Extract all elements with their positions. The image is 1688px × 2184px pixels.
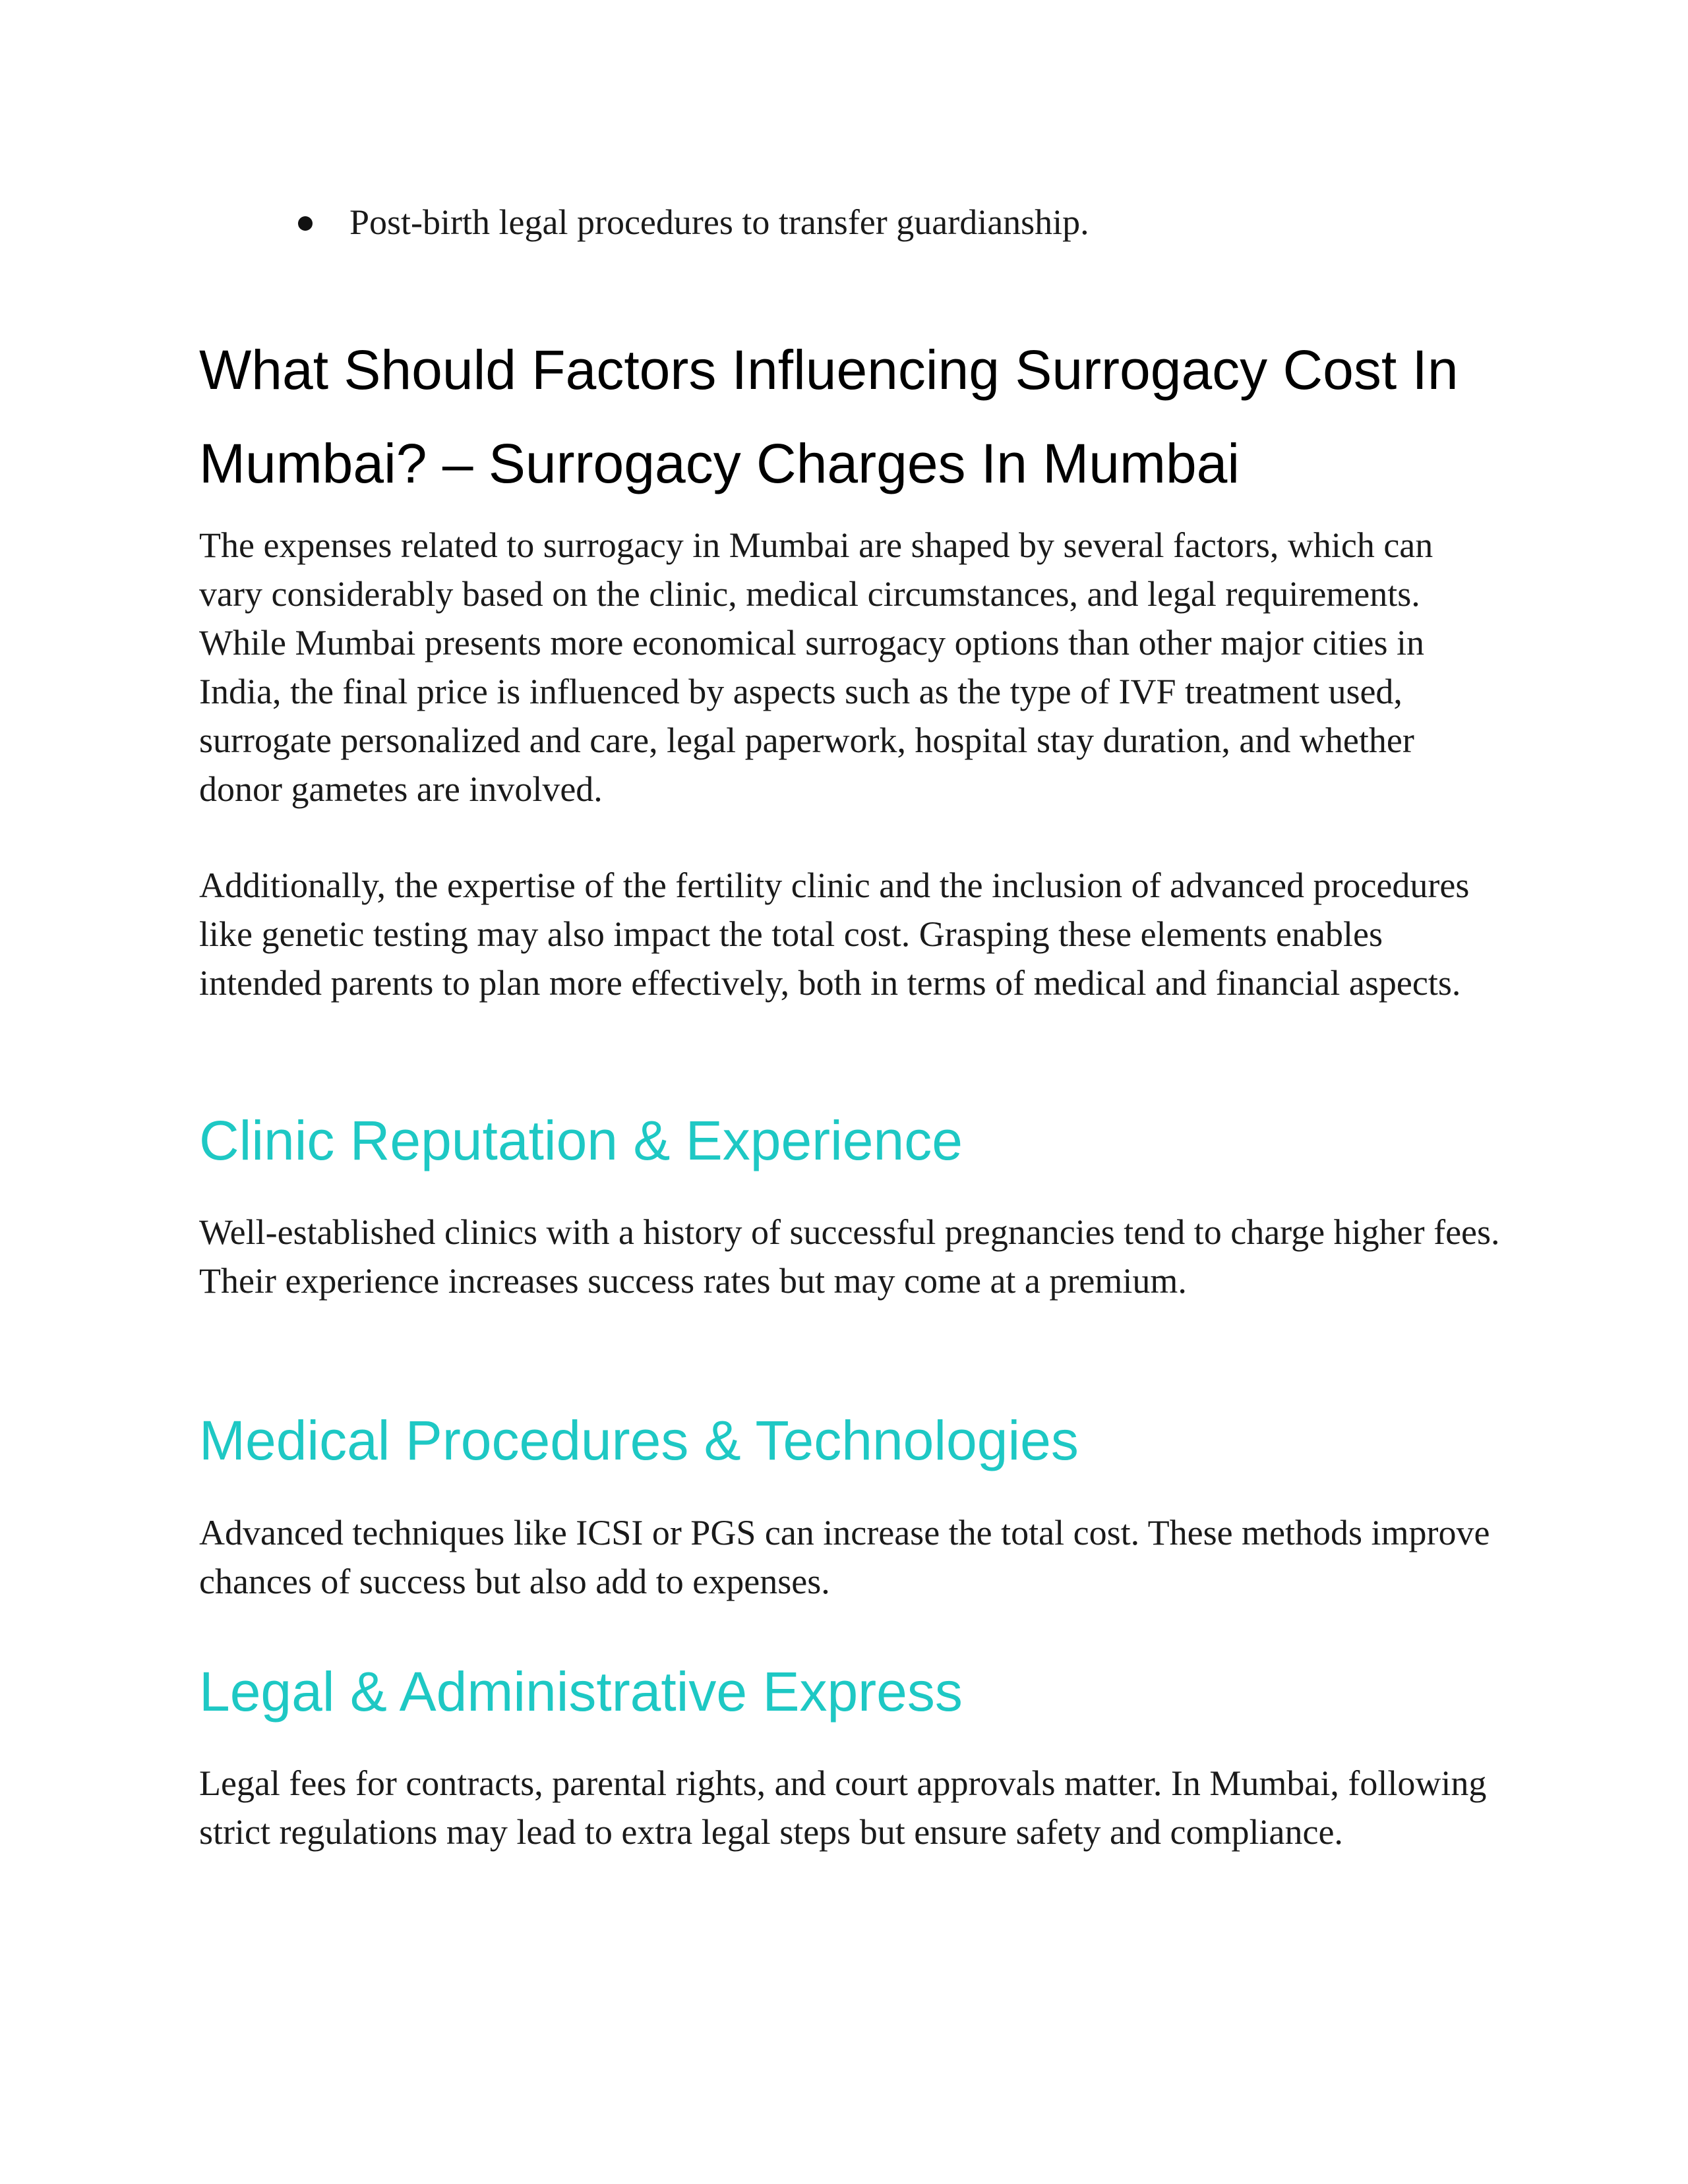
bullet-text: Post-birth legal procedures to transfer guardianship. bbox=[349, 202, 1089, 242]
section-body-medical-procedures: Advanced techniques like ICSI or PGS can increase the total cost. These methods improve chances of success but also add to expenses. bbox=[199, 1513, 1490, 1601]
list-item bbox=[298, 198, 1485, 247]
section-heading-medical-procedures: Medical Procedures & Technologies bbox=[199, 1409, 1079, 1471]
bullet-icon bbox=[298, 216, 313, 231]
section-body-clinic-reputation: Well-established clinics with a history of successful pregnancies tend to charge higher fees. Their experience increases success rates but may come at a premium. bbox=[199, 1212, 1500, 1301]
section-heading-clinic-reputation: Clinic Reputation & Experience bbox=[199, 1109, 963, 1171]
page-title: What Should Factors Influencing Surrogacy Cost In Mumbai? – Surrogacy Charges In Mumbai bbox=[199, 339, 1459, 494]
intro-paragraph-2: Additionally, the expertise of the fertility clinic and the inclusion of advanced procedures like genetic testing may also impact the total cost. Grasping these elements enables intended parents to plan more effectively, both in terms of medical and financial aspects. bbox=[199, 866, 1470, 1003]
intro-paragraph-1: The expenses related to surrogacy in Mumbai are shaped by several factors, which can vary considerably based on the clinic, medical circumstances, and legal requirements. While Mumbai presents more economical surrogacy options than other major cities in India, the final price is influenced by aspects such as the type of IVF treatment used, surrogate personalized and care, legal paperwork, hospital stay duration, and whether donor gametes are involved. bbox=[199, 525, 1433, 809]
section-heading-legal-administrative: Legal & Administrative Express bbox=[199, 1661, 963, 1723]
bullet-list bbox=[298, 198, 1485, 247]
section-body-legal-administrative: Legal fees for contracts, parental rights, and court approvals matter. In Mumbai, following strict regulations may lead to extra legal steps but ensure safety and compliance. bbox=[199, 1763, 1487, 1852]
